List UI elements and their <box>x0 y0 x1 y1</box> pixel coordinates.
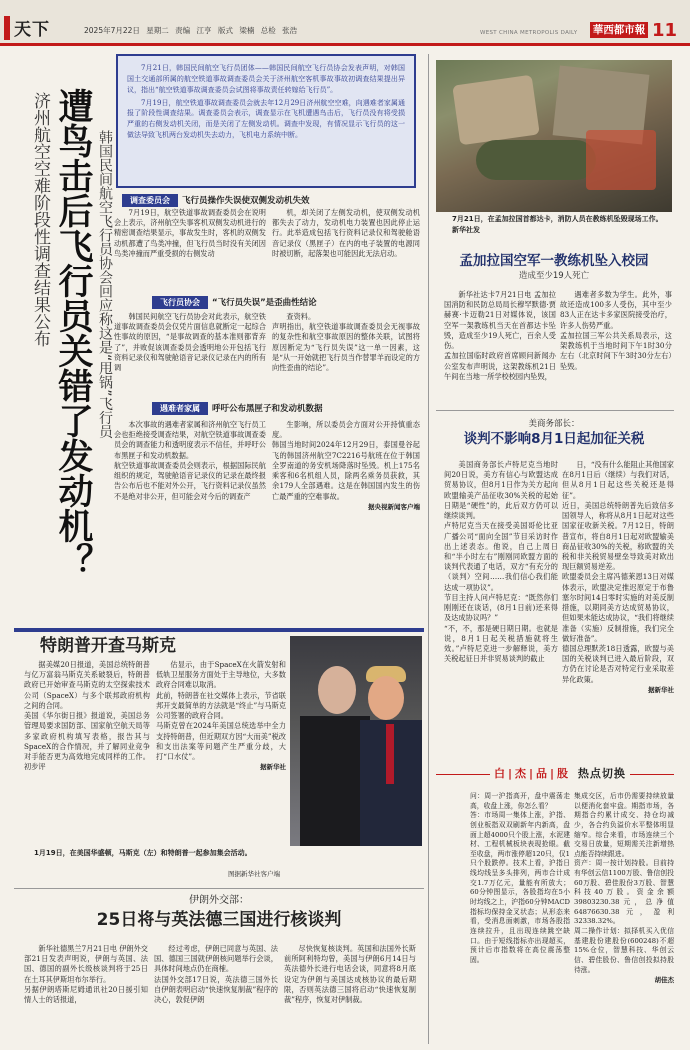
iran-kicker: 伊朗外交部： <box>189 895 249 906</box>
masthead-english: WEST CHINA METROPOLIS DAILY <box>480 30 578 36</box>
article-column <box>560 290 672 373</box>
subhead-text: 飞行员操作失误使双侧发动机失效 <box>182 195 310 206</box>
section-flag <box>4 16 10 40</box>
article-text: 估显示，由于SpaceX在火箭发射和低轨卫星服务方面处于主导地位，大多数政府合同难以取消。 此前，特朗普在社交媒体上表示，节省联邦开支最简单的方法就是“终止”与马斯克公司签署的政府合同。 马斯克曾在2024年美国总统选举中全力支持特朗普，但近期双方因“大而美”税改和支出法案等问题产生严重分歧，大打“口水仗”。 <box>156 660 286 761</box>
masthead <box>0 0 690 46</box>
iran-headline: 25日将与英法德三国进行核谈判 <box>96 910 342 930</box>
section-title <box>14 18 50 42</box>
article-text: 生影响，所以委员会方面对公开持慎重态度。 韩国当地时间2024年12月29日，泰国曼谷起飞的韩国济州航空7C2216号航班在位于韩国全罗南道的务安机场降落时坠毁。机上175名乘客和6名机组人员，除两名乘务员获救，其余179人全部遇难。这是在韩国国内发生的伤亡最严重的空难事故。 <box>272 420 420 501</box>
qa-column <box>574 792 674 985</box>
tariff-kicker: 美商务部长： <box>528 419 580 429</box>
article-column <box>114 420 266 503</box>
article-column <box>444 290 556 383</box>
hot-spot-header <box>436 764 674 786</box>
article-text: 经过考虑，伊朗已同意与英国、法国、德国三国就伊朗核问题举行会谈，具体时间地点仍在商榷。 法国外交部17日说，英法德三国外长自伊朗表明启动“快速恢复制裁”程序的决心，敦促伊朗 <box>154 944 278 1005</box>
article-text: 韩国民间航空飞行员协会对此表示，航空铁道事故调查委员会仅凭片面信息就断定一起综合性事故的原因，“是事故调查的基本准则都背弃了”，并败促该调查委员会透明地公开包括飞行资料记录仪和驾驶舱语音记录仪记录在内的所有调 <box>114 312 266 373</box>
lead-box <box>116 54 416 188</box>
hot-spot-title-black: 热点切换 <box>577 767 626 780</box>
photo-caption: 1月19日，在美国华盛顿，马斯克（左）和特朗普一起参加集会活动。 <box>34 849 252 857</box>
article-text: 美国商务部长卢特尼克当地时间20日说，美方有信心与欧盟达成贸易协议，但8月1日作为关方起向欧盟输美产品征收30%关税的起始日期是“硬性”的，此后双方仍可以继续谈判。 卢特尼克当天在接受美国哥伦比亚广播公司“面向全国”节目采访时作出上述表态。他说，自己上周日和“半小时左右”刚刚同欧盟方面的谈判代表通了电话，双方“有充分的（谈判）空间……我们信心我们能达成一项协议”。 节目主持人问卢特尼克：“既然你们刚刚还在谈话，(8月1日前)还来得及达成协议吗？” “不，不，那是硬日期日期。也就是说，8月1日起关税措施就将生效。”卢特尼克进一步解释说，美方关税起征日并非贸易谈判的截止 <box>444 460 558 664</box>
main-subheadline: 济州航空空难阶段性调查结果公布 <box>30 92 50 347</box>
photo-credit: 图据新华社客户端 <box>228 870 280 878</box>
plane-subheadline: 造成至少19人死亡 <box>518 271 590 281</box>
article-text: 查资料。 声明指出，航空铁道事故调查委员会无视事故的复杂性和航空事故原因的整体关联，试图将原因断定为“飞行员失误”这一单一因素，这是“从一开始就把飞行员当作替罪羊而设定的方向性歪曲的结论”。 <box>272 312 420 373</box>
crash-site-photo <box>436 60 672 212</box>
article-column <box>156 660 286 772</box>
lead-paragraph: 7月19日，航空铁道事故调查委员会就去年12月29日济州航空空难，向遇难者家属通报了阶段性调查结果。调查委员会表示，调查显示在飞机遭遇鸟击后，飞行员没有将受损严重的右侧发动机关闭，而是关闭了左侧发动机。调查中发现，有情况显示飞行员的这一做法导致飞机两台发动机失去动力，飞机电力系统中断。 <box>127 98 405 140</box>
subhead-tag: 调查委员会 <box>122 194 178 207</box>
section-rule <box>14 628 424 632</box>
page-number: 11 <box>652 20 678 41</box>
plane-headline: 孟加拉国空军一教练机坠入校园 <box>459 253 649 269</box>
article-source: 据新华社 <box>648 685 674 694</box>
subhead-families <box>152 402 323 415</box>
article-column <box>444 460 558 665</box>
article-text: 日，“没有什么能阻止其他国家在8月1日后（继续）与我们对话，但从8月1日起这些关税还是得征”。 近日，美国总统特朗普先后致信多国领导人，称将从8月1日起对这些国家征收新关税。7月12日，特朗普宣布，将自8月1日起对欧盟输美商品征收30%的关税，称欧盟的关税和非关税贸易壁垒导致美对欧出现巨额贸易逆差。 欧盟委员会主席冯德莱恩13日对媒体表示，欧盟决定推迟原定于布鲁塞尔时间14日零时实施的对美反制措施，以期同美方达成贸易协议，但如果未能达成协议，“我们将继续准备（实施）反制措施，我们完全做好准备”。 德国总理默茨18日透露，欧盟与美国的关税谈判已进入最后阶段，双方仍在讨论是否对特定行业采取差异化政策。 <box>562 460 674 684</box>
column-divider <box>428 54 429 1044</box>
main-kicker: 韩国民间航空飞行员协会回应称这是“甩锅”飞行员 <box>97 130 113 439</box>
article-column <box>24 944 148 1006</box>
hot-spot-title-red: 白|杰|品|股 <box>494 767 572 780</box>
article-column <box>284 944 416 1006</box>
article-source: 据新华社 <box>260 763 286 772</box>
article-text: 新华社德黑兰7月21日电 伊朗外交部21日发表声明说，伊朗与英国、法国、德国的副外长级核谈判将于25日在土耳其伊斯坦布尔举行。 另据伊朗塔斯尼姆通讯社20日援引知情人士的话报道， <box>24 944 148 1005</box>
article-column <box>114 208 266 260</box>
tariff-headline: 谈判不影响8月1日起加征关税 <box>463 431 645 447</box>
main-headline: 遭鸟击后飞行员关错了发动机？ <box>53 88 93 578</box>
article-column <box>562 460 674 695</box>
subhead-text: 呼吁公布黑匣子和发动机数据 <box>212 403 323 414</box>
musk-trump-photo <box>290 636 422 846</box>
article-text: 本次事故的遇难者家属和济州航空飞行员工会也拒绝接受调查结果，对航空铁道事故调查委员会的调查能力和透明度表示不信任，并呼吁公布黑匣子和发动机数据。 航空铁道事故调查委员会则表示，根据国际民航组织的规定，驾驶舱语音记录仪的记录在最终报告公布后也不能对外公开，飞行资料记录仪虽然不是绝对非公开，但可能会对今后的调查产 <box>114 420 266 501</box>
qa-column <box>470 792 570 967</box>
subhead-pilots <box>152 296 317 309</box>
hot-spot-title <box>490 766 630 782</box>
section-label: 天下 <box>14 20 50 40</box>
article-column <box>114 312 266 374</box>
article-column <box>272 420 420 512</box>
subhead-committee <box>122 194 310 207</box>
subhead-tag: 飞行员协会 <box>152 296 208 309</box>
article-text: 机，却关闭了左侧发动机，使双侧发动机都失去了动力，发动机电力装置也因此停止运行。此举造成包括飞行资料记录仪和驾驶舱语音记录仪（黑匣子）在内的电子装置的电源同时被切断，起落架也可能因此无法启动。 <box>272 208 420 258</box>
article-column <box>272 312 420 374</box>
divider <box>14 888 424 889</box>
photo-caption: 7月21日，在孟加拉国首都达卡，消防人员在教练机坠毁现场工作。 新华社发 <box>452 215 663 234</box>
article-text: 遇难者多数为学生。此外，事故还造成100多人受伤，其中至少83人正在达卡多家医院接受治疗，许多人伤势严重。 孟加拉国三军公共关系局表示，这架教练机于当地时间下午1时30分左右（北京时间下午3时30分左右）坠毁。 <box>560 290 672 371</box>
article-source: 据央视新闻客户端 <box>368 502 420 511</box>
qa-text: 集成交区，后市仍需要持续放量以便消化套牢盘。期指市场，各期指合约累计成交、持仓均减少，各合约负溢价水平整体明显缩窄。综合来看，市场连续三个交易日放量，短期需关注新增热点能否持续跟进。 资产：周一按计划持股。目前持有华创云信1100万股、鲁信创投60万股、碧佳股份3万股、智慧科技40万股。资金余额39803230.38元，总净值64876630.38元，盈利32338.32%。 周二操作计划：拟择机买入优信基建股份建股份(600248)不超15%仓位，智慧科技、华创云信、碧佳股份、鲁信创投拟持股待涨。 <box>574 792 674 974</box>
divider <box>436 410 674 411</box>
subhead-text: “飞行员失误”是歪曲性结论 <box>212 297 317 308</box>
subhead-tag: 遇难者家属 <box>152 402 208 415</box>
article-text: 尽快恢复核谈判。英国和法国外长斯前所阿利特均曾，美国与伊朗6月14日与英法德外长进行电话会谈，同意将8月底设定为伊朗与美国达成核协议的最后期限，否则英法德三国将启动“快速恢复制裁”程序，恢复对伊制裁。 <box>284 944 416 1005</box>
masthead-meta: 2025年7月22日 星期二 责编 江亨 版式 梁楠 总检 张浩 <box>84 26 298 35</box>
qa-author: 胡佳杰 <box>654 976 674 985</box>
article-column <box>154 944 278 1006</box>
article-text: 7月19日，航空铁道事故调查委员会在说明会上表示，济州航空失事客机双侧发动机进行的精密调查结果显示，事故发生时，客机的双侧发动机都遭了鸟类冲撞，但飞行员当时没有关闭因鸟类冲撞而严重受损的右侧发动 <box>114 208 266 258</box>
article-text: 新华社达卡7月21日电 孟加拉国消防和民防总局局长穆罕默德·贾赫赛·卡迈勒21日对媒体说，该国空军一架教练机当天在首都达卡坠毁，造成至少19人死亡，百余人受伤。 孟加拉国临时政府首席顾问新闻办公室发布声明说，这架教练机21日午间在当地一所学校校园内坠毁， <box>444 290 556 381</box>
article-column <box>24 660 150 773</box>
newspaper-logo: 華西都市報 <box>590 22 648 38</box>
article-text: 据美媒20日报道，美国总统特朗普与亿万富翁马斯克关系破裂后，特朗普政府已开始审查马斯克的太空探索技术公司（SpaceX）与多个联邦政府机构之间的合同。 美国《华尔街日报》报道说，美国总务管理局要求国防部、国家航空航天局等多家政府机构填写表格，报告其与SpaceX的合作情况，并了解同业竞争对手能否更为高效地完成同样的工作。初步评 <box>24 660 150 772</box>
qa-text: 问：周一沪指高开，盘中震荡走高，收盘上涨，你怎么看？ 答：市场周一集体上涨，沪指、创业板指双双刷新年内新高，盘面上超4000只个股上涨，水泥建材、工程机械板块表现抢眼。截至收盘，两市涨停超120只，仅1只个股跌停。技术上看，沪指日线均线呈多头排列，两市合计成交1.7万亿元，量能有所放大；60分钟图显示，各股指均在5小时均线之上，沪指60分钟MACD指标均保持金叉状态；从形态来看，受消息面刺激，市场各股指连续拉升，且出现连续跳空缺口。由于短线指标亦出现超买，预计后市指数将在高位震荡整固。 <box>470 792 570 964</box>
lead-paragraph: 7月21日，韩国民间航空飞行员团体——韩国民间航空飞行员协会发表声明，对韩国国土交通部所属的航空铁道事故调查委员会关于济州航空客机事故事故初调查结果提出异议，指出“航空铁道事故调查委员会试图将事故责任转嫁给飞行员”。 <box>127 64 405 94</box>
article-column <box>272 208 420 260</box>
musk-headline: 特朗普开查马斯克 <box>40 636 176 656</box>
